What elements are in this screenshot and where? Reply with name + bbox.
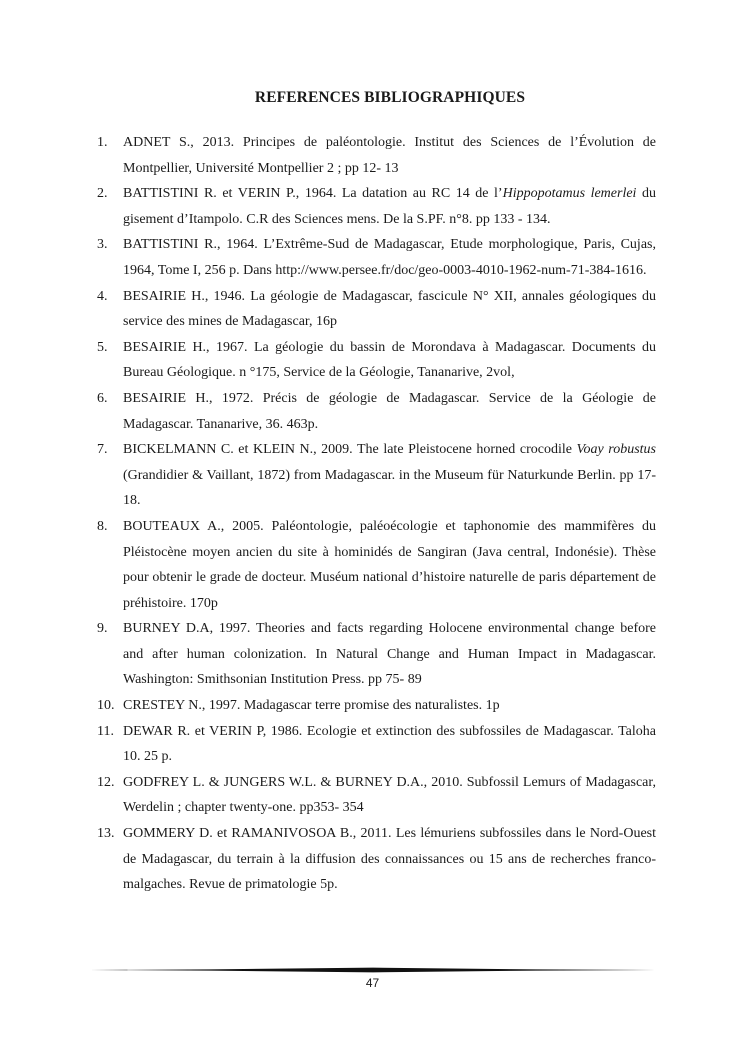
reference-text-part: BESAIRIE H., 1972. Précis de géologie de Madagascar. Service de la Géologie de Madagascar. Tananarive, 36. 463p. <box>123 390 656 432</box>
reference-item <box>97 514 656 616</box>
footer-divider <box>90 967 656 973</box>
reference-number: 3. <box>97 237 108 253</box>
reference-text-part: BATTISTINI R. et VERIN P., 1964. La datation au RC 14 de l’ <box>123 186 503 202</box>
reference-text-part: BOUTEAUX A., 2005. Paléontologie, paléoécologie et taphonomie des mammifères du Pléistocène moyen ancien du site à hominidés de Sangiran (Java central, Indonésie). Thèse pour obtenir le grade de docteur. Muséum national d’histoire naturelle de paris département de préhistoire. 170p <box>123 518 656 611</box>
reference-text-part: BICKELMANN C. et KLEIN N., 2009. The late Pleistocene horned crocodile <box>123 442 577 458</box>
reference-text-part: du gisement d’Itampolo. C.R des Sciences mens. De la S.PF. n°8. pp 133 - 134. <box>123 186 656 227</box>
reference-text <box>123 616 656 693</box>
reference-number: 1. <box>97 135 108 150</box>
reference-item <box>97 386 656 437</box>
reference-number: 5. <box>97 339 108 355</box>
page-title: REFERENCES BIBLIOGRAPHIQUES <box>254 89 526 106</box>
reference-number: 10. <box>97 698 115 714</box>
reference-item <box>97 821 656 898</box>
reference-item <box>97 616 656 693</box>
reference-text <box>123 770 656 821</box>
reference-text <box>123 386 656 437</box>
reference-item <box>97 719 656 770</box>
reference-number: 9. <box>97 621 108 637</box>
reference-text <box>123 335 656 386</box>
reference-number: 2. <box>97 186 108 202</box>
reference-number: 7. <box>97 442 108 458</box>
reference-text <box>123 130 656 181</box>
reference-number: 11. <box>97 723 114 739</box>
reference-text-part: GODFREY L. & JUNGERS W.L. & BURNEY D.A., 2010. Subfossil Lemurs of Madagascar, Werdelin ; chapter twenty-one. pp353- 354 <box>123 774 656 816</box>
reference-item <box>97 335 656 386</box>
reference-item <box>97 693 656 719</box>
reference-text <box>123 437 656 514</box>
reference-item <box>97 181 656 232</box>
reference-item <box>97 770 656 821</box>
reference-text <box>123 821 656 898</box>
reference-text-part: BESAIRIE H., 1967. La géologie du bassin de Morondava à Madagascar. Documents du Bureau Géologique. n °175, Service de la Géologie, Tananarive, 2vol, <box>123 339 656 381</box>
reference-number: 4. <box>97 288 108 304</box>
species-name: Voay robustus <box>576 442 656 458</box>
reference-text-part: ADNET S., 2013. Principes de paléontologie. Institut des Sciences de l’Évolution de Montpellier, Université Montpellier 2 ; pp 12- 13 <box>123 135 656 176</box>
reference-text <box>123 514 656 616</box>
species-name: Hippopotamus lemerlei <box>502 186 637 202</box>
reference-text-part: CRESTEY N., 1997. Madagascar terre promise des naturalistes. 1p <box>123 698 500 714</box>
reference-list <box>97 130 656 898</box>
reference-item <box>97 284 656 335</box>
reference-text-part: BESAIRIE H., 1946. La géologie de Madagascar, fascicule N° XII, annales géologiques du service des mines de Madagascar, 16p <box>123 288 656 330</box>
reference-text <box>123 232 656 283</box>
reference-text <box>123 181 656 232</box>
reference-text <box>123 693 656 719</box>
page-number: 47 <box>365 976 380 990</box>
reference-text-part: BATTISTINI R., 1964. L’Extrême-Sud de Madagascar, Etude morphologique, Paris, Cujas, 1964, Tome I, 256 p. Dans http://www.persee.fr/doc/geo-0003-4010-1962-num-71-384-1616. <box>123 237 656 278</box>
reference-text <box>123 719 656 770</box>
reference-item <box>97 437 656 514</box>
reference-text <box>123 284 656 335</box>
reference-item <box>97 130 656 181</box>
reference-item <box>97 232 656 283</box>
reference-number: 13. <box>97 826 115 842</box>
reference-text-part: DEWAR R. et VERIN P, 1986. Ecologie et extinction des subfossiles de Madagascar. Taloha 10. 25 p. <box>123 723 656 765</box>
reference-text-part: BURNEY D.A, 1997. Theories and facts regarding Holocene environmental change before and after human colonization. In Natural Change and Human Impact in Madagascar. Washington: Smithsonian Institution Press. pp 75- 89 <box>123 621 656 688</box>
reference-number: 8. <box>97 518 108 534</box>
reference-number: 12. <box>97 774 115 790</box>
reference-number: 6. <box>97 390 108 406</box>
reference-text-part: (Grandidier & Vaillant, 1872) from Madagascar. in the Museum für Naturkunde Berlin. pp 17- 18. <box>123 467 656 509</box>
reference-text-part: GOMMERY D. et RAMANIVOSOA B., 2011. Les lémuriens subfossiles dans le Nord-Ouest de Madagascar, du terrain à la diffusion des connaissances ou 15 ans de recherches franco-malgaches. Revue de primatologie 5p. <box>123 826 656 893</box>
